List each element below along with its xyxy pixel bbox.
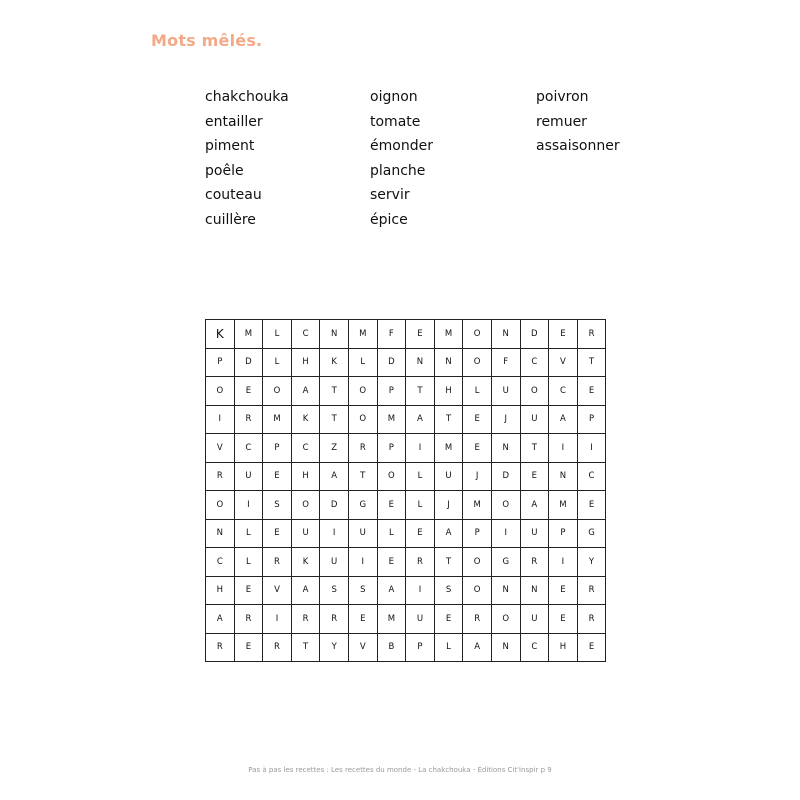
word-search-grid (205, 319, 606, 662)
grid-cell: O (463, 348, 492, 377)
grid-cell: I (491, 519, 520, 548)
grid-cell: U (491, 377, 520, 406)
grid-cell: I (234, 491, 263, 520)
grid-cell: O (377, 462, 406, 491)
grid-cell: S (320, 576, 349, 605)
grid-cell: E (406, 519, 435, 548)
grid-cell: I (320, 519, 349, 548)
grid-cell: C (549, 377, 578, 406)
grid-cell: P (377, 377, 406, 406)
grid-cell: C (577, 462, 606, 491)
grid-cell: T (320, 405, 349, 434)
grid-cell: A (206, 605, 235, 634)
grid-cell: N (434, 348, 463, 377)
grid-row (206, 320, 606, 349)
grid-cell: T (577, 348, 606, 377)
grid-cell: G (491, 548, 520, 577)
grid-cell: K (291, 405, 320, 434)
word-item: entailler (205, 113, 263, 130)
grid-row (206, 434, 606, 463)
word-item: piment (205, 138, 255, 155)
grid-cell: R (520, 548, 549, 577)
grid-cell: L (234, 548, 263, 577)
grid-cell: E (234, 633, 263, 662)
grid-cell: C (291, 320, 320, 349)
grid-cell: O (348, 377, 377, 406)
grid-cell: O (491, 491, 520, 520)
grid-cell: U (520, 405, 549, 434)
grid-cell: V (549, 348, 578, 377)
grid-cell: M (234, 320, 263, 349)
grid-cell: I (549, 548, 578, 577)
word-item: épice (370, 211, 408, 228)
word-item: assaisonner (536, 138, 620, 155)
grid-cell: E (463, 434, 492, 463)
grid-cell: A (463, 633, 492, 662)
grid-cell: R (234, 405, 263, 434)
grid-cell: N (491, 633, 520, 662)
grid-cell: O (291, 491, 320, 520)
grid-cell: O (206, 377, 235, 406)
grid-cell: D (377, 348, 406, 377)
grid-cell: E (434, 605, 463, 634)
word-item: émonder (370, 138, 433, 155)
grid-cell: R (234, 605, 263, 634)
grid-cell: T (348, 462, 377, 491)
grid-cell: O (263, 377, 292, 406)
grid-cell: O (348, 405, 377, 434)
word-item: servir (370, 187, 410, 204)
grid-cell: C (520, 348, 549, 377)
grid-cell: M (263, 405, 292, 434)
grid-cell: J (463, 462, 492, 491)
grid-cell: A (406, 405, 435, 434)
grid-cell: P (549, 519, 578, 548)
grid-cell: I (263, 605, 292, 634)
grid-cell: R (291, 605, 320, 634)
grid-cell: E (377, 491, 406, 520)
grid-cell: G (577, 519, 606, 548)
grid-cell: T (406, 377, 435, 406)
grid-cell: J (434, 491, 463, 520)
grid-cell: M (377, 605, 406, 634)
grid-cell: C (520, 633, 549, 662)
grid-cell: E (463, 405, 492, 434)
grid-cell: L (348, 348, 377, 377)
grid-cell: E (263, 462, 292, 491)
grid-cell: M (549, 491, 578, 520)
grid-cell: V (206, 434, 235, 463)
grid-cell: I (406, 576, 435, 605)
grid-row (206, 491, 606, 520)
grid-cell: J (491, 405, 520, 434)
grid-cell: P (263, 434, 292, 463)
grid-cell: U (434, 462, 463, 491)
grid-cell: S (348, 576, 377, 605)
grid-cell: A (291, 377, 320, 406)
grid-cell: A (377, 576, 406, 605)
grid-cell: N (320, 320, 349, 349)
grid-cell: E (406, 320, 435, 349)
grid-cell: L (463, 377, 492, 406)
grid-cell: D (320, 491, 349, 520)
grid-row (206, 605, 606, 634)
grid-cell: E (520, 462, 549, 491)
grid-cell: O (491, 605, 520, 634)
grid-cell: H (434, 377, 463, 406)
grid-cell: P (463, 519, 492, 548)
grid-cell: O (463, 548, 492, 577)
grid-cell: R (577, 605, 606, 634)
grid-cell: O (206, 491, 235, 520)
grid-cell: I (406, 434, 435, 463)
grid-cell: M (434, 320, 463, 349)
grid-cell: P (377, 434, 406, 463)
grid-cell: E (234, 576, 263, 605)
word-item: oignon (370, 89, 418, 105)
grid-cell: M (434, 434, 463, 463)
grid-cell: A (291, 576, 320, 605)
grid-cell: U (406, 605, 435, 634)
grid-cell: H (291, 348, 320, 377)
grid-cell: S (434, 576, 463, 605)
grid-row (206, 548, 606, 577)
grid-cell: I (348, 548, 377, 577)
grid-cell: U (320, 548, 349, 577)
grid-cell: R (463, 605, 492, 634)
grid-cell: N (491, 320, 520, 349)
grid-cell: C (234, 434, 263, 463)
grid-cell: R (577, 576, 606, 605)
grid-row (206, 633, 606, 662)
word-item: chakchouka (205, 89, 289, 105)
grid-cell: U (291, 519, 320, 548)
grid-cell: E (577, 633, 606, 662)
word-item: planche (370, 162, 426, 179)
grid-cell: A (320, 462, 349, 491)
grid-cell: H (291, 462, 320, 491)
grid-cell: Y (320, 633, 349, 662)
word-item: couteau (205, 187, 262, 204)
grid-cell: M (348, 320, 377, 349)
grid-row (206, 519, 606, 548)
grid-cell: P (577, 405, 606, 434)
grid-cell: D (520, 320, 549, 349)
grid-cell: O (463, 576, 492, 605)
grid-cell: O (463, 320, 492, 349)
grid-cell: N (491, 434, 520, 463)
grid-cell: E (549, 605, 578, 634)
grid-cell: E (549, 576, 578, 605)
grid-cell: T (320, 377, 349, 406)
grid-cell: F (377, 320, 406, 349)
grid-cell: D (491, 462, 520, 491)
grid-cell: R (577, 320, 606, 349)
grid-cell: S (263, 491, 292, 520)
grid-cell: V (348, 633, 377, 662)
grid-cell: L (406, 491, 435, 520)
grid-cell: C (206, 548, 235, 577)
grid-cell: L (377, 519, 406, 548)
grid-cell: A (520, 491, 549, 520)
grid-cell: N (206, 519, 235, 548)
grid-row (206, 348, 606, 377)
word-list (205, 87, 620, 235)
grid-cell: N (520, 576, 549, 605)
grid-cell: V (263, 576, 292, 605)
grid-cell: M (463, 491, 492, 520)
grid-row (206, 377, 606, 406)
grid-cell: K (291, 548, 320, 577)
grid-cell: K (206, 320, 235, 349)
grid-cell: L (434, 633, 463, 662)
grid-cell: I (577, 434, 606, 463)
grid-cell: A (434, 519, 463, 548)
grid-cell: P (206, 348, 235, 377)
page-title: Mots mêlés. (151, 31, 263, 50)
grid-cell: T (434, 405, 463, 434)
grid-cell: U (234, 462, 263, 491)
grid-cell: O (520, 377, 549, 406)
grid-cell: L (234, 519, 263, 548)
grid-cell: R (263, 548, 292, 577)
grid-cell: M (377, 405, 406, 434)
grid-cell: N (491, 576, 520, 605)
grid-cell: H (206, 576, 235, 605)
grid-cell: Z (320, 434, 349, 463)
grid-cell: R (206, 462, 235, 491)
grid-cell: E (263, 519, 292, 548)
grid-cell: U (520, 519, 549, 548)
word-item: poivron (536, 89, 589, 105)
grid-cell: T (520, 434, 549, 463)
grid-cell: I (206, 405, 235, 434)
grid-cell: I (549, 434, 578, 463)
word-item: tomate (370, 113, 421, 130)
grid-cell: R (206, 633, 235, 662)
grid-cell: E (377, 548, 406, 577)
word-item: cuillère (205, 211, 256, 228)
grid-cell: E (577, 377, 606, 406)
grid-cell: L (263, 348, 292, 377)
grid-cell: P (406, 633, 435, 662)
word-item: poêle (205, 162, 244, 179)
grid-cell: D (234, 348, 263, 377)
grid-cell: N (406, 348, 435, 377)
grid-cell: H (549, 633, 578, 662)
grid-cell: E (348, 605, 377, 634)
grid-row (206, 462, 606, 491)
word-column-3 (536, 87, 620, 235)
grid-cell: R (263, 633, 292, 662)
grid-cell: R (320, 605, 349, 634)
grid-cell: L (406, 462, 435, 491)
grid-cell: E (234, 377, 263, 406)
grid-cell: T (291, 633, 320, 662)
grid-cell: Y (577, 548, 606, 577)
grid-cell: U (520, 605, 549, 634)
word-column-2 (370, 87, 536, 235)
grid-cell: U (348, 519, 377, 548)
grid-cell: K (320, 348, 349, 377)
grid-cell: R (348, 434, 377, 463)
grid-cell: C (291, 434, 320, 463)
grid-cell: G (348, 491, 377, 520)
grid-cell: R (406, 548, 435, 577)
word-item: remuer (536, 113, 587, 130)
grid-cell: T (434, 548, 463, 577)
grid-cell: F (491, 348, 520, 377)
page-footer: Pas à pas les recettes : Les recettes du monde - La chakchouka - Éditions Cit'inspir p 9 (248, 766, 552, 774)
grid-cell: A (549, 405, 578, 434)
grid-cell: L (263, 320, 292, 349)
grid-cell: E (577, 491, 606, 520)
grid-cell: E (549, 320, 578, 349)
grid-cell: B (377, 633, 406, 662)
grid-cell: N (549, 462, 578, 491)
grid-row (206, 405, 606, 434)
word-column-1 (205, 87, 370, 235)
grid-row (206, 576, 606, 605)
